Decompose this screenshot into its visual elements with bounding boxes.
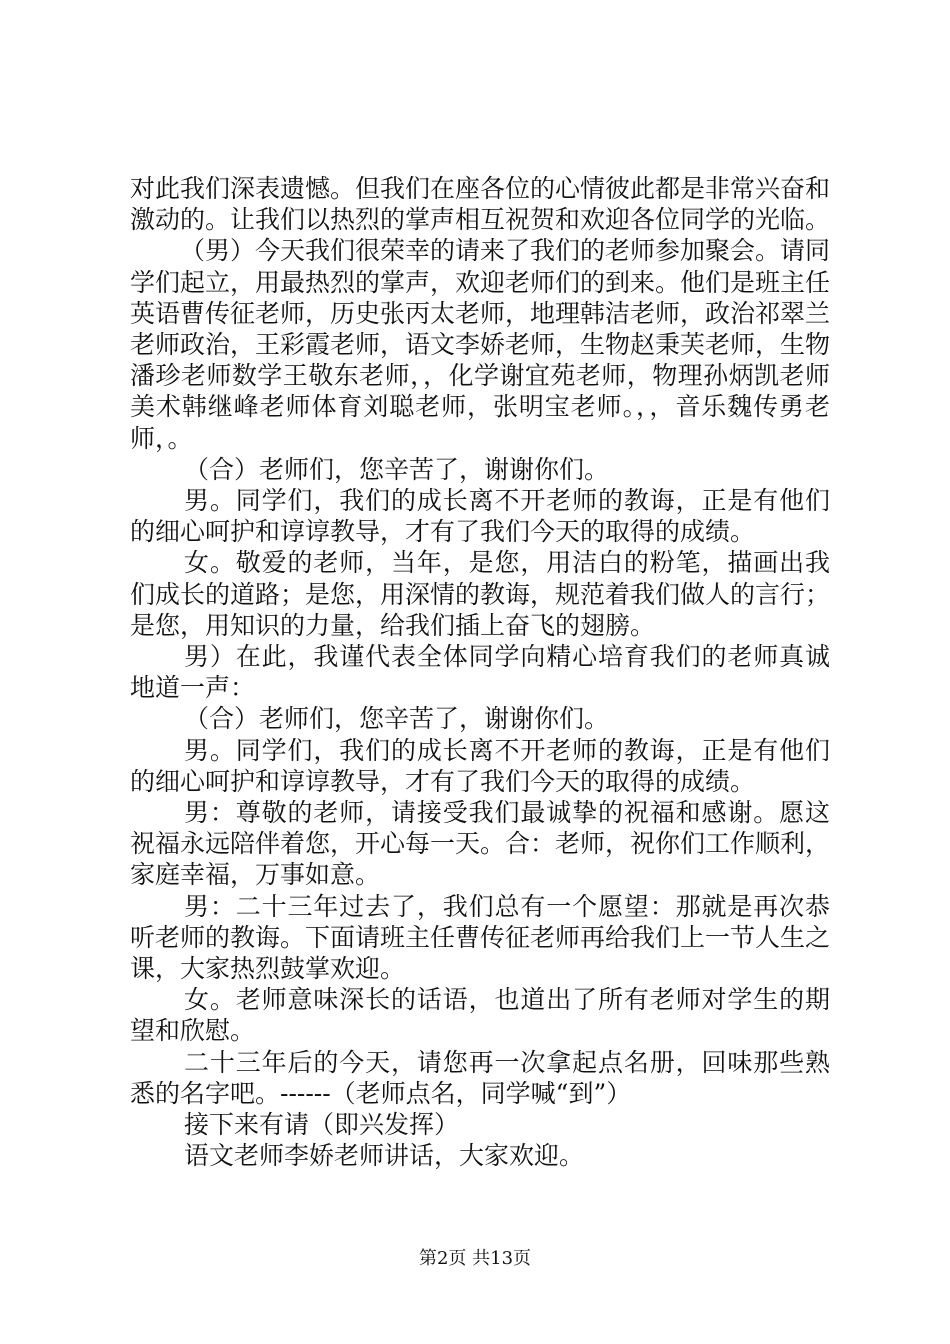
paragraph-14: 语文老师李娇老师讲话，大家欢迎。 (184, 1141, 585, 1171)
page-footer: 第2页 共13页 (418, 1248, 532, 1269)
paragraph-8: 男。同学们，我们的成长离不开老师的教诲，正是有他们的细心呵护和谆谆教导，才有了我们今天的取得的成绩。 (130, 735, 830, 796)
paragraph-5: 女。敬爱的老师，当年，是您，用洁白的粉笔，描画出我们成长的道路；是您，用深情的教诲，规范着我们做人的言行；是您，用知识的力量，给我们插上奋飞的翅膀。 (130, 548, 831, 640)
paragraph-2: （男）今天我们很荣幸的请来了我们的老师参加聚会。请同学们起立，用最热烈的掌声，欢迎老师们的到来。他们是班主任英语曹传征老师，历史张丙太老师，地理韩洁老师，政治祁翠兰老师政治，王彩霞老师，语文李娇老师，生物赵秉芙老师，生物潘珍老师数学王敬东老师，，化学谢宜苑老师，物理孙炳凯老师美术韩继峰老师体育刘聪老师，张明宝老师。，，音乐魏传勇老师，。 (130, 236, 831, 453)
paragraph-7: （合）老师们，您辛苦了，谢谢你们。 (184, 704, 610, 734)
paragraph-6: 男）在此，我谨代表全体同学向精心培育我们的老师真诚地道一声： (130, 642, 830, 703)
document-body (130, 173, 830, 1172)
paragraph-9: 男：尊敬的老师，请接受我们最诚挚的祝福和感谢。愿这祝福永远陪伴着您，开心每一天。合：老师，祝你们工作顺利，家庭幸福，万事如意。 (130, 798, 831, 890)
paragraph-12: 二十三年后的今天，请您再一次拿起点名册，回味那些熟悉的名字吧。------（老师点名，同学喊“到”） (130, 1047, 830, 1108)
paragraph-3: （合）老师们，您辛苦了，谢谢你们。 (184, 454, 610, 484)
paragraph-10: 男：二十三年过去了，我们总有一个愿望：那就是再次恭听老师的教诲。下面请班主任曹传征老师再给我们上一节人生之课，大家热烈鼓掌欢迎。 (130, 891, 831, 984)
paragraph-1: 对此我们深表遗憾。但我们在座各位的心情彼此都是非常兴奋和激动的。让我们以热烈的掌声相互祝贺和欢迎各位同学的光临。 (130, 174, 831, 235)
paragraph-13: 接下来有请（即兴发挥） (184, 1110, 460, 1140)
paragraph-4: 男。同学们，我们的成长离不开老师的教诲，正是有他们的细心呵护和谆谆教导，才有了我们今天的取得的成绩。 (130, 486, 830, 547)
paragraph-11: 女。老师意味深长的话语，也道出了所有老师对学生的期望和欣慰。 (130, 985, 830, 1046)
